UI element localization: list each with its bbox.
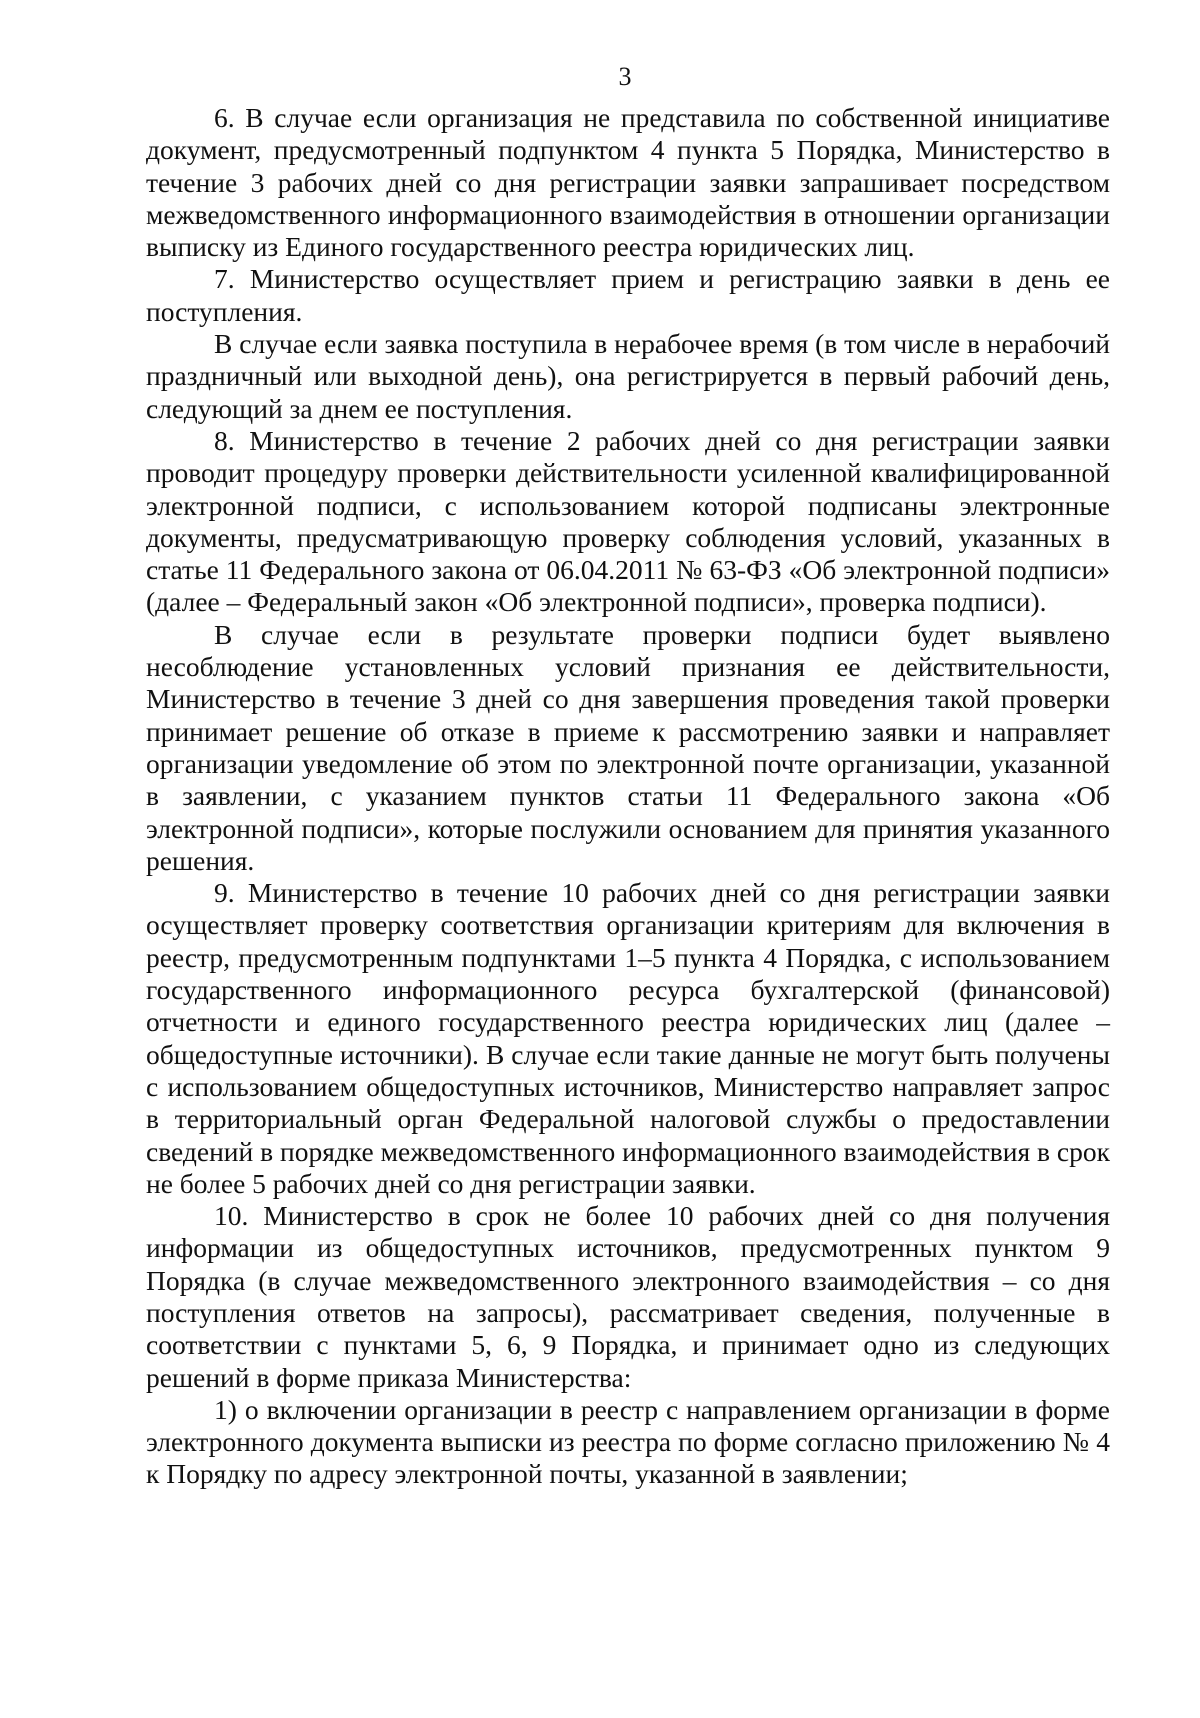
paragraph-8-continued: В случае если в результате проверки подписи будет выявлено несоблюдение установленных условий признания ее действительности, Министерство в течение 3 дней со дня завершения проведения такой проверки принимает решение об отказе в приеме к рассмотрению заявки и направляет организации уведомление об этом по электронной почте организации, указанной в заявлении, с указанием пунктов статьи 11 Федерального закона «Об электронной подписи», которые послужили основанием для принятия указанного решения. [146, 618, 1110, 876]
paragraph-10-item-1: 1) о включении организации в реестр с направлением организации в форме электронного документа выписки из реестра по форме согласно приложению № 4 к Порядку по адресу электронной почты, указанной в заявлении; [146, 1393, 1110, 1490]
paragraph-7-continued: В случае если заявка поступила в нерабочее время (в том числе в нерабочий праздничный или выходной день), она регистрируется в первый рабочий день, следующий за днем ее поступления. [146, 328, 1110, 424]
paragraph-6: 6. В случае если организация не представила по собственной инициативе документ, предусмотренный подпунктом 4 пункта 5 Порядка, Министерство в течение 3 рабочих дней со дня регистрации заявки запрашивает посредством межведомственного информационного взаимодействия в отношении организации выписку из Единого государственного реестра юридических лиц. [146, 102, 1110, 263]
paragraph-9: 9. Министерство в течение 10 рабочих дней со дня регистрации заявки осуществляет проверку соответствия организации критериям для включения в реестр, предусмотренным подпунктами 1–5 пункта 4 Порядка, с использованием государственного информационного ресурса бухгалтерской (финансовой) отчетности и единого государственного реестра юридических лиц (далее – общедоступные источники). В случае если такие данные не могут быть получены с использованием общедоступных источников, Министерство направляет запрос в территориальный орган Федеральной налоговой службы о предоставлении сведений в порядке межведомственного информационного взаимодействия в срок не более 5 рабочих дней со дня регистрации заявки. [146, 877, 1110, 1199]
page-number: 3 [618, 62, 632, 91]
document-body [146, 102, 1110, 1491]
paragraph-10: 10. Министерство в срок не более 10 рабочих дней со дня получения информации из общедоступных источников, предусмотренных пунктом 9 Порядка (в случае межведомственного электронного взаимодействия – со дня поступления ответов на запросы), рассматривает сведения, полученные в соответствии с пунктами 5, 6, 9 Порядка, и принимает одно из следующих решений в форме приказа Министерства: [146, 1200, 1110, 1393]
paragraph-8: 8. Министерство в течение 2 рабочих дней со дня регистрации заявки проводит процедуру проверки действительности усиленной квалифицированной электронной подписи, с использованием которой подписаны электронные документы, предусматривающую проверку соблюдения условий, указанных в статье 11 Федерального закона от 06.04.2011 № 63-ФЗ «Об электронной подписи» (далее – Федеральный закон «Об электронной подписи», проверка подписи). [146, 424, 1110, 618]
paragraph-7: 7. Министерство осуществляет прием и регистрацию заявки в день ее поступления. [146, 263, 1110, 327]
